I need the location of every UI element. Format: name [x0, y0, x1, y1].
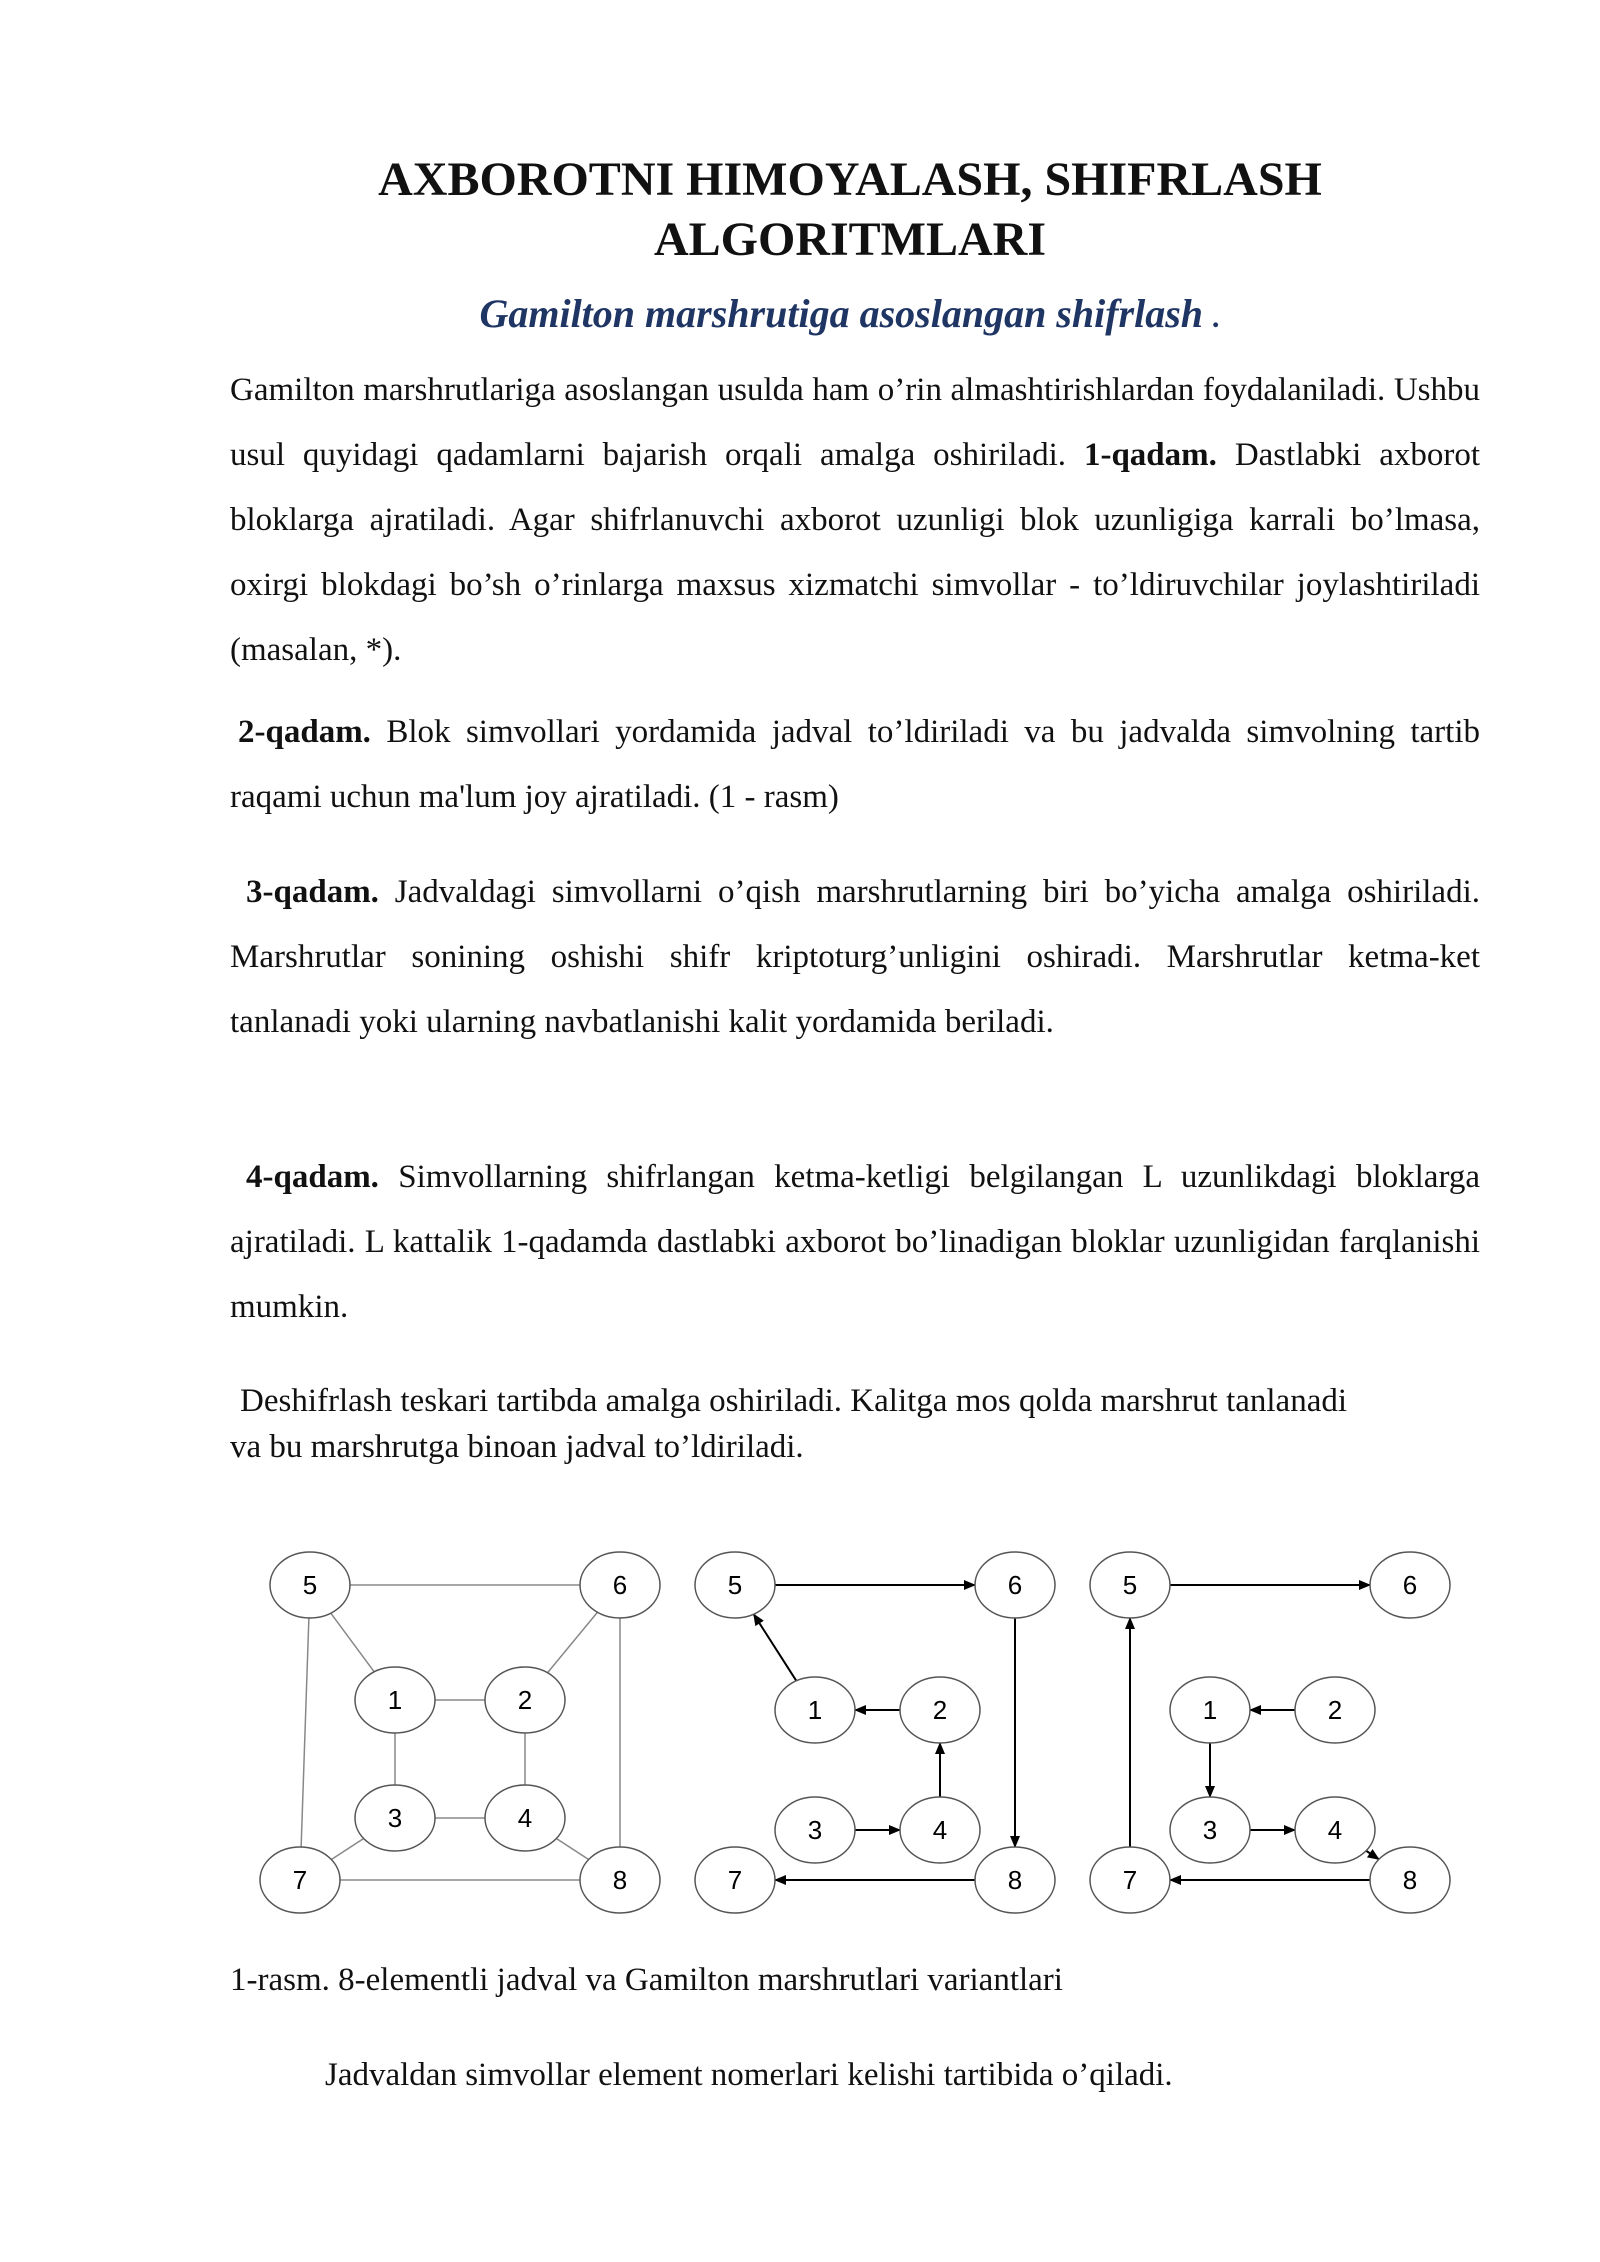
edge-3-7 [331, 1838, 363, 1859]
node-label-7: 7 [727, 1865, 743, 1895]
node-label-1: 1 [387, 1685, 403, 1715]
node-label-6: 6 [1007, 1570, 1023, 1600]
node-label-8: 8 [1402, 1865, 1418, 1895]
step-4 [230, 1145, 1480, 1340]
node-label-3: 3 [1202, 1815, 1218, 1845]
node-label-7: 7 [292, 1865, 308, 1895]
intro-text: Gamilton marshrutlariga asoslangan usulda ham o’rin almashtirishlardan foydalaniladi. Ushbu usul quyidagi qadamlarni bajarish orqali amalga oshiriladi. [230, 372, 1480, 473]
step-2-text: Blok simvollari yordamida jadval to’ldiriladi va bu jadvalda simvolning tartib raqami uchun ma'lum joy ajratiladi. (1 - rasm) [230, 714, 1480, 815]
step-2-label: 2-qadam. [238, 714, 371, 750]
section-subtitle [230, 288, 1470, 344]
decrypt-text: Deshifrlash teskari tartibda amalga oshiriladi. Kalitga mos qolda marshrut tanlanadi va bu marshrutga binoan jadval to’ldiriladi. [230, 1383, 1348, 1465]
hamilton-route-figure [230, 1505, 1480, 1935]
node-label-5: 5 [302, 1570, 318, 1600]
subtitle-text: Gamilton marshrutiga asoslangan shifrlash [479, 291, 1204, 336]
title-line-1: AXBOROTNI HIMOYALASH, SHIFRLASH [378, 153, 1322, 206]
node-label-8: 8 [612, 1865, 628, 1895]
node-label-6: 6 [612, 1570, 628, 1600]
step-3 [230, 860, 1480, 1055]
figure-caption: 1-rasm. 8-elementli jadval va Gamilton marshrutlari variantlari [230, 1962, 1063, 1998]
step-1-label: 1-qadam. [1083, 437, 1217, 473]
node-label-3: 3 [807, 1815, 823, 1845]
node-label-1: 1 [807, 1695, 823, 1725]
node-label-1: 1 [1202, 1695, 1218, 1725]
step-2 [230, 700, 1480, 830]
intro-and-step-1 [230, 358, 1480, 683]
node-label-5: 5 [727, 1570, 743, 1600]
edge-5-1 [331, 1613, 374, 1672]
edge-5-7 [301, 1618, 309, 1847]
decrypt-paragraph [230, 1378, 1380, 1470]
edge-4-8 [1366, 1851, 1379, 1860]
node-label-4: 4 [517, 1803, 533, 1833]
page-title [230, 150, 1470, 270]
step-3-text: Jadvaldagi simvollarni o’qish marshrutlarning biri bo’yicha amalga oshiriladi. Marshrutlar sonining oshishi shifr kriptoturg’unligini oshiradi. Marshrutlar ketma-ket tanlanadi yoki ularning navbatlanishi kalit yordamida beriladi. [230, 874, 1480, 1040]
node-label-6: 6 [1402, 1570, 1418, 1600]
edge-6-2 [548, 1612, 598, 1672]
node-label-8: 8 [1007, 1865, 1023, 1895]
node-label-7: 7 [1122, 1865, 1138, 1895]
final-paragraph: Jadvaldan simvollar element nomerlari kelishi tartibida o’qiladi. [325, 2057, 1173, 2093]
node-label-5: 5 [1122, 1570, 1138, 1600]
node-label-3: 3 [387, 1803, 403, 1833]
step-3-label: 3-qadam. [246, 874, 379, 910]
node-label-2: 2 [1327, 1695, 1343, 1725]
node-label-4: 4 [1327, 1815, 1343, 1845]
step-4-label: 4-qadam. [246, 1159, 379, 1195]
node-label-2: 2 [932, 1695, 948, 1725]
graph-diagrams [230, 1505, 1480, 1935]
node-label-2: 2 [517, 1685, 533, 1715]
graph-table-undirected [260, 1552, 660, 1913]
edge-4-8 [556, 1838, 588, 1859]
subtitle-dot: . [1213, 301, 1221, 334]
graph-route-variant-1 [695, 1552, 1055, 1913]
step-1-text: Dastlabki axborot bloklarga ajratiladi. Agar shifrlanuvchi axborot uzunligi blok uzunligiga karrali bo’lmasa, oxirgi blokdagi bo’sh o’rinlarga maxsus xizmatchi simvollar - to’ldiruvchilar joylashtiriladi (masalan, *). [230, 437, 1481, 668]
edge-1-5 [754, 1614, 797, 1681]
step-4-text: Simvollarning shifrlangan ketma-ketligi belgilangan L uzunlikdagi bloklarga ajratiladi. L kattalik 1-qadamda dastlabki axborot bo’linadigan bloklar uzunligidan farqlanishi mumkin. [230, 1159, 1480, 1325]
node-label-4: 4 [932, 1815, 948, 1845]
graph-route-variant-2 [1090, 1552, 1450, 1913]
title-line-2: ALGORITMLARI [653, 213, 1047, 266]
